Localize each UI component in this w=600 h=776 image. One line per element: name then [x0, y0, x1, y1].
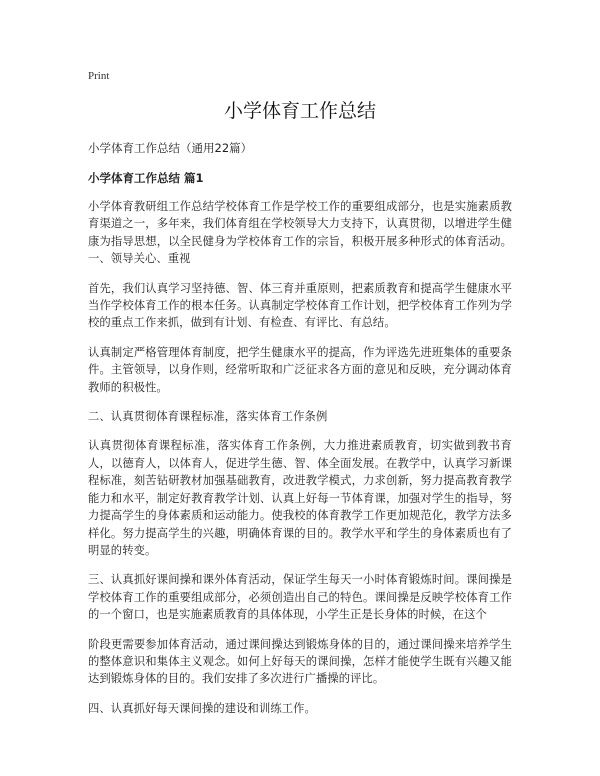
paragraph-2: 首先，我们认真学习坚持德、智、体三育并重原则，把素质教育和提高学生健康水平当作学校体育工作的根本任务。认真制定学校体育工作计划，把学校体育工作列为学校的重点工作来抓，做到有计划、有检查、有评比、有总结。	[88, 281, 512, 330]
paragraph-5: 认真贯彻体育课程标准，落实体育工作条例，大力推进素质教育，切实做到教书育人，以德育人，以体育人，促进学生德、智、体全面发展。在教学中，认真学习新课程标准，刻苦钻研教材加强基础教育，改进教学模式，力求创新，努力提高教育教学能力和水平，制定好教育教学计划、认真上好每一节体育课，加强对学生的指导，努力提高学生的身体素质和运动能力。使我校的体育教学工作更加规范化，教学方法多样化。努力提高学生的兴趣，明确体育课的目的。教学水平和学生的身体素质也有了明显的转变。	[88, 439, 512, 557]
paragraph-8: 四、认真抓好每天课间操的建设和训练工作。	[88, 701, 316, 715]
paragraph-6: 三、认真抓好课间操和课外体育活动，保证学生每天一小时体育锻炼时间。课间操是学校体育工作的重要组成部分，必须创造出自己的特色。课间操是反映学校体育工作的一个窗口，也是实施素质教育的具体体现，小学生正是长身体的时候，在这个	[88, 573, 512, 622]
document-title: 小学体育工作总结	[223, 100, 376, 122]
document-subtitle: 小学体育工作总结（通用22篇）	[88, 141, 253, 155]
section-heading: 小学体育工作总结 篇1	[88, 171, 204, 185]
paragraph-7: 阶段更需要参加体育活动，通过课间操达到锻炼身体的目的，通过课间操来培养学生的整体意识和集体主义观念。如何上好每天的课间操，怎样才能使学生既有兴趣又能达到锻炼身体的目的。我们安排了多次进行广播操的评比。	[88, 637, 512, 686]
paragraph-1: 小学体育教研组工作总结学校体育工作是学校工作的重要组成部分，也是实施素质教育渠道之一，多年来，我们体育组在学校领导大力支持下，认真贯彻，以增进学生健康为指导思想，以全民健身为学校体育工作的宗旨，积极开展多种形式的体育活动。一、领导关心、重视	[88, 200, 512, 266]
paragraph-3: 认真制定严格管理体育制度，把学生健康水平的提高，作为评选先进班集体的重要条件。主管领导，以身作则，经常听取和广泛征求各方面的意见和反映，充分调动体育教师的积极性。	[88, 345, 512, 394]
print-link[interactable]: Print	[88, 70, 110, 82]
paragraph-4: 二、认真贯彻体育课程标准，落实体育工作条例	[88, 410, 328, 424]
